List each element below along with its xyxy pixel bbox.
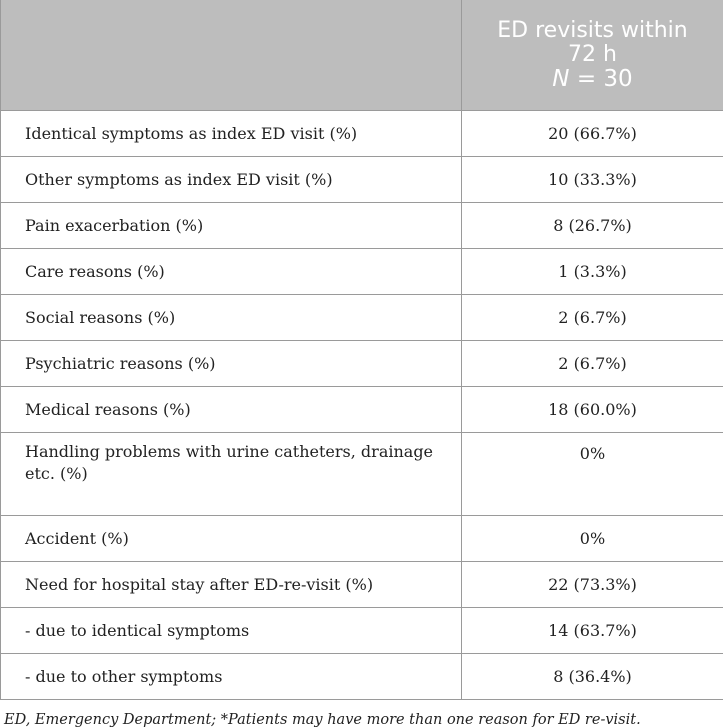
header-n-value: = 30 xyxy=(570,66,633,92)
row-label: - due to other symptoms xyxy=(1,654,462,700)
header-n-symbol: N xyxy=(552,66,569,92)
row-label: Psychiatric reasons (%) xyxy=(1,341,462,387)
row-label: Care reasons (%) xyxy=(1,249,462,295)
row-value: 22 (73.3%) xyxy=(462,562,723,608)
row-label: Identical symptoms as index ED visit (%) xyxy=(1,111,462,157)
row-value: 0% xyxy=(462,516,723,562)
header-ed-revisits xyxy=(462,0,723,111)
row-value: 18 (60.0%) xyxy=(462,387,723,433)
table-row xyxy=(1,433,723,516)
table-row xyxy=(1,387,723,433)
row-label: Need for hospital stay after ED-re-visit (%) xyxy=(1,562,462,608)
row-label: - due to identical symptoms xyxy=(1,608,462,654)
row-value: 14 (63.7%) xyxy=(462,608,723,654)
header-line-1: ED revisits within xyxy=(462,19,723,43)
row-value: 2 (6.7%) xyxy=(462,341,723,387)
row-value: 2 (6.7%) xyxy=(462,295,723,341)
row-label: Handling problems with urine catheters, drainage etc. (%) xyxy=(1,433,462,516)
table-row xyxy=(1,249,723,295)
table-row xyxy=(1,562,723,608)
table-row xyxy=(1,608,723,654)
row-value: 20 (66.7%) xyxy=(462,111,723,157)
table-row xyxy=(1,516,723,562)
row-label: Pain exacerbation (%) xyxy=(1,203,462,249)
row-label: Accident (%) xyxy=(1,516,462,562)
row-value: 8 (26.7%) xyxy=(462,203,723,249)
row-value: 10 (33.3%) xyxy=(462,157,723,203)
table-row xyxy=(1,157,723,203)
header-line-2: 72 h xyxy=(462,43,723,67)
row-label: Social reasons (%) xyxy=(1,295,462,341)
row-value: 8 (36.4%) xyxy=(462,654,723,700)
table-row xyxy=(1,295,723,341)
header-n-line xyxy=(462,67,723,91)
table-row xyxy=(1,654,723,700)
header-empty-cell xyxy=(1,0,462,111)
row-label: Medical reasons (%) xyxy=(1,387,462,433)
table-row xyxy=(1,111,723,157)
table-row xyxy=(1,341,723,387)
table-row xyxy=(1,203,723,249)
row-label: Other symptoms as index ED visit (%) xyxy=(1,157,462,203)
header-row xyxy=(1,0,723,111)
row-value: 0% xyxy=(462,433,723,516)
table-footnote: ED, Emergency Department; *Patients may have more than one reason for ED re-visit. xyxy=(4,712,723,728)
row-value: 1 (3.3%) xyxy=(462,249,723,295)
